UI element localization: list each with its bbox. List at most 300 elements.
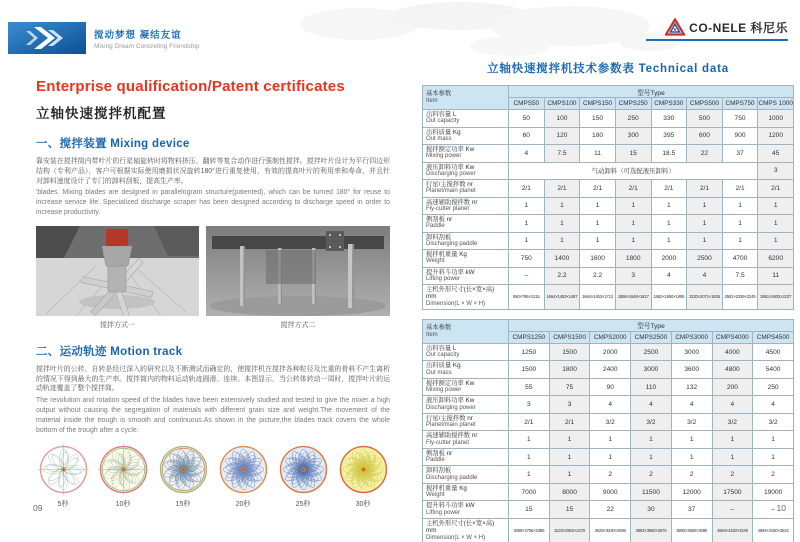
value-cell: 120	[544, 127, 580, 145]
row-label	[423, 483, 509, 501]
model-header: CMPS2000	[590, 331, 631, 343]
value-cell: 3000	[671, 343, 712, 361]
value-cell: 1	[687, 215, 723, 233]
item-label-en: Weight	[426, 258, 445, 265]
value-cell: 395	[651, 127, 687, 145]
value-cell: 2/1	[722, 180, 758, 198]
motion-track-30秒	[336, 443, 390, 509]
model-header: CMPS150	[580, 98, 616, 110]
item-label-en: Out mass	[426, 369, 452, 376]
model-header: CMPS50	[509, 98, 545, 110]
value-cell: 2/1	[580, 180, 616, 198]
value-cell: 330	[651, 110, 687, 128]
conele-triangle-icon	[665, 18, 685, 36]
value-cell: 1	[509, 197, 545, 215]
value-cell: 22	[590, 501, 631, 519]
section1-heading: 一、搅拌装置 Mixing device	[36, 138, 190, 150]
value-cell: 4594×4150×3249	[712, 518, 753, 542]
section2-paragraph-en: The revolution and rotation speed of the blades have been extensively studied and tested to give the mixer a high output without causing the segregation of materials with different grain size and weight.The movement of the material inside the trough is smooth and continuous.As shown in the picture,the blades track covers the whole bottom of the trough after a cycle.	[36, 397, 390, 434]
value-cell: 3893×3550×2875	[631, 518, 672, 542]
value-cell: 90	[590, 378, 631, 396]
motion-track-10秒	[96, 443, 150, 509]
table-row	[423, 232, 794, 250]
item-label-en: Item	[426, 331, 438, 338]
item-label-zh: 搅拌额定功率 Kw	[426, 379, 475, 387]
item-label-en: Weight	[426, 492, 445, 499]
motion-track-5秒	[36, 443, 90, 509]
model-header: CMPS2500	[631, 331, 672, 343]
value-cell: 2220×2071×1935	[687, 285, 723, 310]
value-cell: 1	[549, 466, 590, 484]
value-cell: 950×786×1215	[509, 285, 545, 310]
value-cell: 750	[509, 250, 545, 268]
value-cell: 1	[722, 215, 758, 233]
table-row	[423, 267, 794, 285]
value-cell: 3/2	[631, 413, 672, 431]
value-cell: 1	[651, 197, 687, 215]
value-cell: 2	[753, 466, 794, 484]
value-cell: 1	[580, 197, 616, 215]
item-label-zh: 侧刮板 nr	[426, 449, 453, 457]
value-cell: 3	[549, 396, 590, 414]
value-cell: 1	[544, 232, 580, 250]
model-header: CMPS330	[651, 98, 687, 110]
left-page	[36, 78, 390, 509]
model-header: CMPS4500	[753, 331, 794, 343]
value-cell: 60	[509, 127, 545, 145]
row-label	[423, 431, 509, 449]
motion-track-15秒	[156, 443, 210, 509]
value-cell: 3893×3550×3085	[671, 518, 712, 542]
photo2-caption: 搅拌方式二	[280, 321, 316, 329]
value-cell: 1	[753, 448, 794, 466]
value-cell: 1	[615, 215, 651, 233]
row-label	[423, 518, 509, 542]
table-row	[423, 250, 794, 268]
value-cell: 2/1	[758, 180, 794, 198]
technical-data-title: 立轴快速搅拌机技术参数表 Technical data	[487, 63, 729, 75]
item-label-zh: 卸料刮板	[426, 467, 452, 475]
item-column-header	[423, 319, 509, 343]
value-cell: 1	[549, 431, 590, 449]
item-label-en: Item	[426, 97, 438, 104]
value-cell: 1	[758, 232, 794, 250]
value-cell: 1	[509, 466, 550, 484]
item-label-zh: 高速辅助搅拌数 nr	[426, 198, 478, 206]
slogan-block	[94, 27, 200, 50]
row-label	[423, 285, 509, 310]
brand-underline	[646, 39, 788, 41]
item-label-en: Fly-cutter planet	[426, 439, 470, 446]
value-cell: 3/2	[590, 413, 631, 431]
page-number-left: 09	[33, 503, 43, 513]
item-label-zh: 液压卸料功率 Kw	[426, 163, 475, 171]
value-cell: 1400	[544, 250, 580, 268]
value-cell: 75	[549, 378, 590, 396]
track-pattern-svg	[97, 443, 150, 496]
row-label	[423, 127, 509, 145]
value-cell: 4000	[712, 343, 753, 361]
value-cell: 2	[631, 466, 672, 484]
value-cell: 750	[722, 110, 758, 128]
value-cell: 1	[753, 431, 794, 449]
value-cell: 4700	[722, 250, 758, 268]
value-cell: 3058×2756×2395	[509, 518, 550, 542]
value-cell: 2/1	[509, 180, 545, 198]
item-label-en: Paddle	[426, 457, 445, 464]
table-row	[423, 518, 794, 542]
table-row	[423, 501, 794, 519]
table-row	[423, 448, 794, 466]
value-cell: 3000	[631, 361, 672, 379]
technical-table-2	[422, 319, 794, 542]
value-cell: 30	[631, 501, 672, 519]
item-label-zh: 基本参数	[426, 90, 452, 98]
item-label-zh: 提升料斗功率 kW	[426, 502, 475, 510]
page-title-en: Enterprise qualification/Patent certificates	[36, 78, 345, 95]
table-row	[423, 110, 794, 128]
table-row	[423, 215, 794, 233]
value-cell: 9000	[590, 483, 631, 501]
item-label-en: Mixing power	[426, 387, 462, 394]
item-label-zh: 出料质量 Kg	[426, 362, 461, 370]
row-label	[423, 466, 509, 484]
value-cell: –	[509, 267, 545, 285]
value-cell: 1	[631, 431, 672, 449]
value-cell: 4	[753, 396, 794, 414]
photo-mixing-device-2	[206, 226, 390, 330]
row-label	[423, 413, 509, 431]
motion-track-diagrams	[36, 443, 390, 509]
value-cell: 1	[509, 431, 550, 449]
technical-table-2-container	[422, 319, 794, 542]
value-cell: 4	[631, 396, 672, 414]
brand-logo-left	[8, 22, 200, 54]
item-label-zh: 基本参数	[426, 324, 452, 332]
value-cell: 8000	[549, 483, 590, 501]
item-label-en: Planet/main planet	[426, 422, 476, 429]
value-cell: 3625×3230×2695	[590, 518, 631, 542]
value-cell: 1	[651, 232, 687, 250]
value-cell: 100	[544, 110, 580, 128]
value-cell: 110	[631, 378, 672, 396]
page-title-zh: 立轴快速搅拌机配置	[36, 106, 167, 121]
value-cell: 4	[712, 396, 753, 414]
value-cell: 2.2	[580, 267, 616, 285]
value-cell: 900	[722, 127, 758, 145]
table-row	[423, 466, 794, 484]
item-label-en: Out mass	[426, 135, 452, 142]
value-cell: 气动卸料（可选配液压卸料）	[509, 162, 758, 180]
item-label-zh: 出料容量 L	[426, 344, 457, 352]
table-row	[423, 343, 794, 361]
type-header: 型号Type	[509, 86, 794, 98]
value-cell: 2000	[651, 250, 687, 268]
value-cell: 15	[615, 145, 651, 163]
value-cell: 2500	[687, 250, 723, 268]
value-cell: 1	[722, 232, 758, 250]
item-label-en: Dimension(L × W × H)	[426, 300, 486, 307]
value-cell: 37	[722, 145, 758, 163]
value-cell: 2500	[631, 343, 672, 361]
track-pattern-svg	[157, 443, 210, 496]
value-cell: 2581×2336×2245	[722, 285, 758, 310]
table-row	[423, 361, 794, 379]
track-time-label: 30秒	[355, 501, 371, 509]
track-time-label: 10秒	[115, 501, 131, 509]
value-cell: 3600	[671, 361, 712, 379]
value-cell: 19000	[753, 483, 794, 501]
item-label-en: Discharging paddle	[426, 474, 478, 481]
right-page	[422, 60, 794, 542]
technical-table-1-container	[422, 85, 794, 310]
row-label	[423, 396, 509, 414]
type-header: 型号Type	[509, 319, 794, 331]
item-label-zh: 搅拌额定功率 Kw	[426, 146, 475, 153]
row-label	[423, 197, 509, 215]
item-column-header	[423, 86, 509, 110]
value-cell: 2.2	[544, 267, 580, 285]
brand-name: CO-NELE 科尼乐	[689, 20, 788, 35]
value-cell: 1	[544, 197, 580, 215]
photo1-caption: 搅拌方式一	[100, 321, 135, 329]
value-cell: 3/2	[753, 413, 794, 431]
page-header	[0, 0, 800, 62]
item-label-zh: 高速辅助搅拌数 nr	[426, 432, 478, 440]
value-cell: 2000	[590, 343, 631, 361]
track-pattern-svg	[37, 443, 90, 496]
value-cell: 7000	[509, 483, 550, 501]
track-pattern-svg	[217, 443, 270, 496]
value-cell: 4	[671, 396, 712, 414]
model-header: CMPS 1000	[758, 98, 794, 110]
value-cell: 37	[671, 501, 712, 519]
item-label-zh: 行星/主搅拌数 nr	[426, 181, 473, 188]
value-cell: 1	[687, 197, 723, 215]
value-cell: 3/2	[671, 413, 712, 431]
table-row	[423, 180, 794, 198]
item-label-en: Fly-cutter planet	[426, 205, 470, 212]
value-cell: 3	[615, 267, 651, 285]
row-label	[423, 267, 509, 285]
value-cell: 2/1	[509, 413, 550, 431]
table-row	[423, 127, 794, 145]
table-row	[423, 378, 794, 396]
item-label-en: Discharging paddle	[426, 240, 478, 247]
item-label-en: Out capacity	[426, 118, 460, 125]
table-row	[423, 285, 794, 310]
value-cell: 1	[722, 197, 758, 215]
value-cell: 1	[509, 232, 545, 250]
value-cell: 2861×2602×2237	[758, 285, 794, 310]
row-label	[423, 361, 509, 379]
model-header: CMPS1500	[549, 331, 590, 343]
value-cell: 1856×1648×1817	[615, 285, 651, 310]
value-cell: 50	[509, 110, 545, 128]
value-cell: 1	[758, 215, 794, 233]
model-header: CMPS250	[615, 98, 651, 110]
value-cell: 1	[509, 215, 545, 233]
item-label-en: Lifting power	[426, 509, 461, 516]
value-cell: 600	[687, 127, 723, 145]
value-cell: 4500	[753, 343, 794, 361]
value-cell: 1	[687, 232, 723, 250]
value-cell: 3223×2902×2470	[549, 518, 590, 542]
item-label-en: Paddle	[426, 223, 445, 230]
value-cell: 150	[580, 110, 616, 128]
value-cell: 1	[712, 448, 753, 466]
model-header: CMPS500	[687, 98, 723, 110]
value-cell: 3	[509, 396, 550, 414]
slogan-chinese: 搅动梦想 凝结友谊	[94, 29, 182, 41]
item-label-zh: 搅拌机重量 Kg	[426, 484, 467, 492]
value-cell: 300	[615, 127, 651, 145]
value-cell: 2	[671, 466, 712, 484]
value-cell: 1800	[615, 250, 651, 268]
value-cell: 4	[509, 145, 545, 163]
item-label-en: Discharging power	[426, 170, 476, 177]
value-cell: 2/1	[544, 180, 580, 198]
row-label	[423, 343, 509, 361]
value-cell: 1500	[509, 361, 550, 379]
track-time-label: 15秒	[175, 501, 191, 509]
value-cell: 45	[758, 145, 794, 163]
row-label	[423, 215, 509, 233]
slogan-english: Mixing Dream Concreting Friendship	[94, 42, 200, 50]
value-cell: 500	[687, 110, 723, 128]
drum-interior-photo	[206, 226, 390, 316]
section1-paragraph-en: 'blades. Mixing blades are designed in parallelogram structure(patented), which can be turned 180° for reuse to increase service life. Specialized discharge scraper has been designed according to discharge speed in order to increase productivity.	[36, 189, 390, 216]
value-cell: 1	[549, 448, 590, 466]
value-cell: 15	[509, 501, 550, 519]
track-pattern-svg	[277, 443, 330, 496]
value-cell: 1250	[509, 343, 550, 361]
value-cell: –	[753, 501, 794, 519]
value-cell: 2	[712, 466, 753, 484]
value-cell: 2/1	[651, 180, 687, 198]
value-cell: 4	[687, 267, 723, 285]
model-header: CMPS750	[722, 98, 758, 110]
photo-mixing-device-1	[36, 226, 199, 330]
value-cell: 1600	[580, 250, 616, 268]
value-cell: 5400	[753, 361, 794, 379]
model-header: CMPS1250	[509, 331, 550, 343]
value-cell: 22	[687, 145, 723, 163]
item-label-en: Lifting power	[426, 275, 461, 282]
value-cell: 4800	[712, 361, 753, 379]
chevron-logo-icon	[8, 22, 86, 54]
value-cell: 1	[544, 215, 580, 233]
item-label-en: Dimension(L × W × H)	[426, 534, 486, 541]
track-pattern-svg	[337, 443, 390, 496]
item-label-en: Discharging power	[426, 404, 476, 411]
value-cell: 1	[631, 448, 672, 466]
value-cell: 2400	[590, 361, 631, 379]
item-label-en: Mixing power	[426, 153, 462, 160]
value-cell: 132	[671, 378, 712, 396]
value-cell: 12000	[671, 483, 712, 501]
value-cell: 3	[758, 162, 794, 180]
item-label-zh: 出料质量 Kg	[426, 128, 461, 136]
value-cell: 1800	[549, 361, 590, 379]
value-cell: 17500	[712, 483, 753, 501]
mixer-interior-photo	[36, 226, 199, 316]
value-cell: 4	[590, 396, 631, 414]
value-cell: 2/1	[549, 413, 590, 431]
item-label-zh: 主机外形尺寸(长×宽×高) mm	[426, 519, 495, 535]
table-row	[423, 197, 794, 215]
value-cell: 250	[615, 110, 651, 128]
value-cell: 1	[712, 431, 753, 449]
item-label-zh: 液压卸料功率 Kw	[426, 397, 475, 405]
brand-logo-right	[646, 18, 788, 41]
value-cell: 1664×1453×1712	[580, 285, 616, 310]
value-cell: 1	[651, 215, 687, 233]
value-cell: 1000	[758, 110, 794, 128]
value-cell: 1	[580, 232, 616, 250]
track-time-label: 5秒	[57, 501, 69, 509]
track-time-label: 20秒	[235, 501, 251, 509]
model-header: CMPS100	[544, 98, 580, 110]
model-header: CMPS4000	[712, 331, 753, 343]
row-label	[423, 501, 509, 519]
value-cell: 1862×1850×1895	[651, 285, 687, 310]
value-cell: –	[712, 501, 753, 519]
value-cell: 1	[671, 448, 712, 466]
value-cell: 2	[590, 466, 631, 484]
table-row	[423, 396, 794, 414]
model-header: CMPS3000	[671, 331, 712, 343]
row-label	[423, 180, 509, 198]
row-label	[423, 250, 509, 268]
value-cell: 1	[590, 431, 631, 449]
table-row	[423, 413, 794, 431]
table-row	[423, 162, 794, 180]
item-label-zh: 侧刮板 nr	[426, 216, 453, 223]
row-label	[423, 145, 509, 163]
page-number-right: 10	[776, 503, 786, 513]
world-map-decoration	[270, 2, 690, 60]
table-row	[423, 483, 794, 501]
item-label-en: Planet/main planet	[426, 188, 476, 195]
value-cell: 1200	[758, 127, 794, 145]
table-row	[423, 431, 794, 449]
section2-paragraph-zh: 搅拌叶片的公转、自转是经过深入的研究以及不断测试而确定的，使搅拌机在搅拌各种粒径及比重的骨料不产生离析的情况下得到最大的生产率。搅拌筒内的物料运动轨迹圆滑、连续。本图显示，当公转体转动一周时，搅拌叶片的运动轨迹覆盖了整个搅拌筒。	[36, 365, 390, 393]
value-cell: 55	[509, 378, 550, 396]
row-label	[423, 232, 509, 250]
value-cell: 3/2	[712, 413, 753, 431]
row-label	[423, 162, 509, 180]
value-cell: 1	[671, 431, 712, 449]
item-label-en: Out capacity	[426, 352, 460, 359]
value-cell: 1	[615, 197, 651, 215]
track-time-label: 25秒	[295, 501, 311, 509]
section2-heading: 二、运动轨迹 Motion track	[36, 345, 183, 358]
item-label-zh: 主机外形尺寸(长×宽×高) mm	[426, 286, 495, 301]
motion-track-25秒	[276, 443, 330, 509]
row-label	[423, 378, 509, 396]
item-label-zh: 行星/主搅拌数 nr	[426, 414, 473, 422]
value-cell: 6200	[758, 250, 794, 268]
value-cell: 7.5	[544, 145, 580, 163]
value-cell: 250	[753, 378, 794, 396]
value-cell: 180	[580, 127, 616, 145]
item-label-zh: 出料容量 L	[426, 111, 457, 118]
photo-row	[36, 226, 390, 330]
item-label-zh: 提升料斗功率 kW	[426, 268, 475, 276]
value-cell: 11	[758, 267, 794, 285]
value-cell: 2/1	[615, 180, 651, 198]
